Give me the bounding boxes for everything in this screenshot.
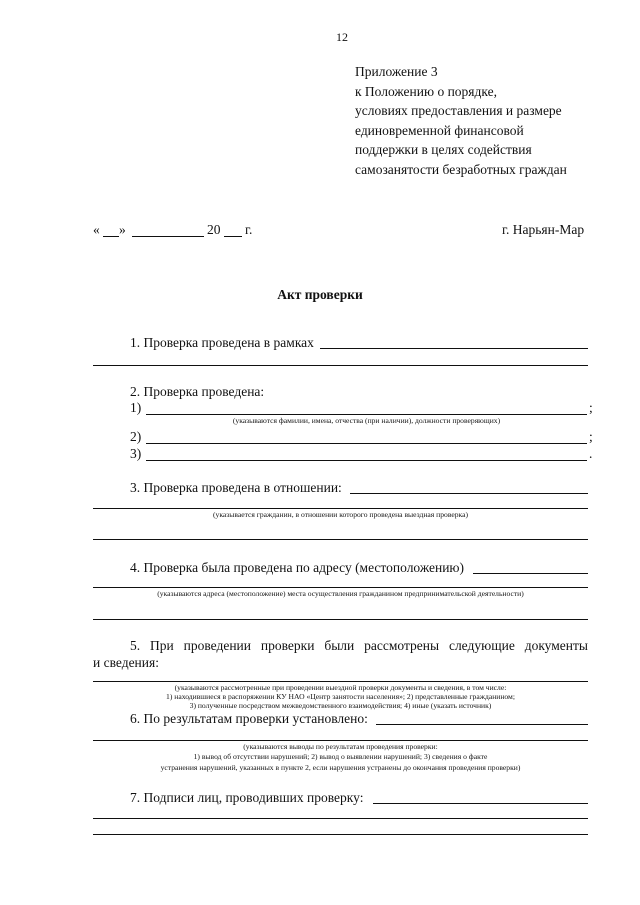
section-2-item-2-label: 2) (130, 429, 142, 444)
section-5-hint-line-3: 3) полученные посредством межведомственного взаимодействия; 4) иные (указать источник) (189, 701, 492, 710)
appendix-line: Приложение 3 (355, 64, 438, 79)
section-5-label-line-2: и сведения: (93, 655, 159, 670)
section-5-hint-line-1: (указываются рассмотренные при проведении выездной проверки документы и сведения, в том числе: (174, 683, 507, 692)
section-2-hint: (указываются фамилии, имена, отчества (при наличии), должности проверяющих) (232, 416, 501, 425)
section-4-field[interactable] (473, 573, 588, 574)
inspector-3-field[interactable] (146, 460, 587, 461)
section-4-field-cont[interactable] (93, 587, 588, 588)
appendix-line: поддержки в целях содействия (355, 142, 532, 157)
section-6-hint-line-1: (указываются выводы по результатам проведения проверки: (243, 742, 438, 751)
section-5-hint-line-2: 1) находившиеся в распоряжении КУ НАО «Центр занятости населения»; 2) представленные гражданином; (166, 692, 515, 701)
section-5-label-line-1: 5. При проведении проверки были рассмотрены следующие документы (130, 638, 588, 653)
signature-field-1[interactable] (373, 803, 588, 804)
date-close-quote: » (119, 222, 126, 237)
section-2-item-3-label: 3) (130, 446, 142, 461)
day-blank[interactable] (103, 236, 119, 237)
section-4-hint: (указываются адреса (местоположение) места осуществления гражданином предпринимательской деятельности) (157, 589, 524, 598)
section-6-hint-line-2: 1) вывод об отсутствии нарушений; 2) вывод о выявлении нарушений; 3) сведения о факте (193, 752, 488, 761)
section-1-field-cont[interactable] (93, 365, 588, 366)
appendix-block (355, 62, 567, 179)
year-prefix: 20 (207, 222, 221, 237)
signature-field-3[interactable] (93, 834, 588, 835)
section-2-end-2: ; (589, 429, 593, 444)
section-7-label: 7. Подписи лиц, проводивших проверку: (130, 790, 364, 805)
section-6-field[interactable] (376, 724, 588, 725)
section-2-end-3: . (589, 446, 593, 461)
year-blank[interactable] (224, 236, 242, 237)
section-2-label: 2. Проверка проведена: (130, 384, 265, 399)
section-3-field[interactable] (350, 493, 588, 494)
section-3-field-extra[interactable] (93, 539, 588, 540)
signature-field-2[interactable] (93, 818, 588, 819)
section-4-field-extra[interactable] (93, 619, 588, 620)
section-4-label: 4. Проверка была проведена по адресу (местоположению) (130, 560, 465, 575)
section-2-item-1-label: 1) (130, 400, 142, 415)
city: г. Нарьян-Мар (502, 222, 585, 237)
appendix-line: условиях предоставления и размере (355, 103, 562, 118)
month-blank[interactable] (132, 236, 204, 237)
section-1-label: 1. Проверка проведена в рамках (130, 335, 314, 350)
date-open-quote: « (93, 222, 100, 237)
section-3-hint: (указывается гражданин, в отношении которого проведена выездная проверка) (213, 510, 468, 519)
section-3-label: 3. Проверка проведена в отношении: (130, 480, 342, 495)
inspector-2-field[interactable] (146, 443, 587, 444)
section-1-field[interactable] (320, 348, 588, 349)
section-6-label: 6. По результатам проверки установлено: (130, 711, 368, 726)
appendix-line: к Положению о порядке, (355, 83, 497, 99)
section-3-field-cont[interactable] (93, 508, 588, 509)
document-title: Акт проверки (277, 287, 363, 302)
appendix-line: единовременной финансовой (355, 122, 524, 138)
section-6-field-cont[interactable] (93, 740, 588, 741)
page-number: 12 (336, 30, 348, 44)
section-5-field[interactable] (93, 681, 588, 682)
year-suffix: г. (245, 222, 253, 237)
section-6-hint-line-3: устранения нарушений, указанных в пункте 2, если нарушения устранены до окончания проведения проверки) (160, 763, 521, 772)
inspector-1-field[interactable] (146, 414, 587, 415)
appendix-line: самозанятости безработных граждан (355, 161, 567, 177)
section-2-end-1: ; (589, 400, 593, 415)
